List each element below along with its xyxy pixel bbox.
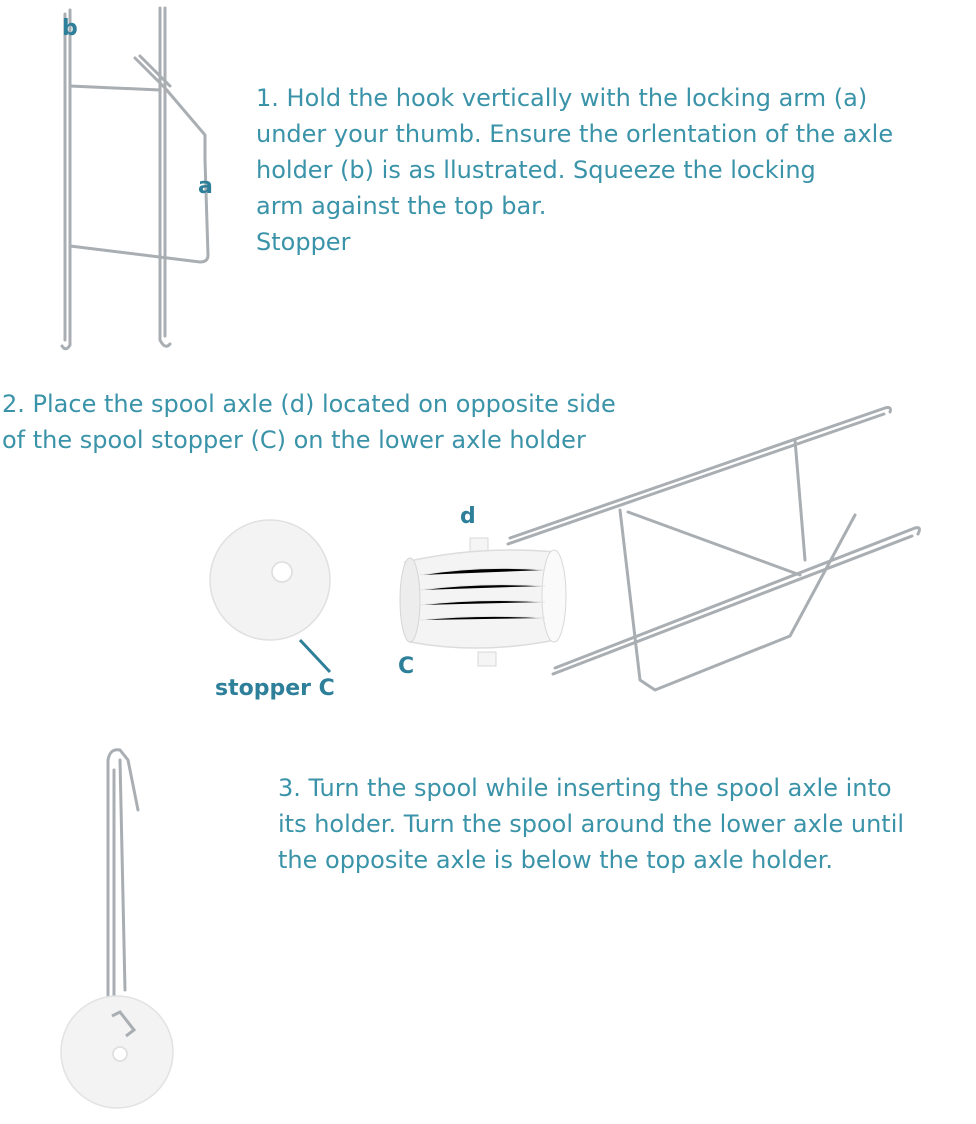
label-b: b <box>62 16 78 41</box>
label-c: C <box>398 654 415 679</box>
step1-line-2: under your thumb. Ensure the orlentation of the axle <box>256 120 894 148</box>
step1-line-3: holder (b) is as llustrated. Squeeze the locking <box>256 156 816 184</box>
step1-line-4: arm against the top bar. <box>256 192 547 220</box>
label-a: a <box>198 174 213 199</box>
label-stopper-c: stopper C <box>215 676 335 701</box>
step3-line-2: its holder. Turn the spool around the lower axle until <box>278 810 905 838</box>
step3-line-3: the opposite axle is below the top axle holder. <box>278 846 834 874</box>
step2-line-2: of the spool stopper (C) on the lower axle holder <box>2 426 586 454</box>
step3-instructions <box>278 770 976 878</box>
step3-line-1: 3. Turn the spool while inserting the spool axle into <box>278 774 892 802</box>
label-d: d <box>460 504 476 529</box>
step2-line-1: 2. Place the spool axle (d) located on opposite side <box>2 390 616 418</box>
step1-line-1: 1. Hold the hook vertically with the locking arm (a) <box>256 84 868 112</box>
step1-line-5: Stopper <box>256 228 351 256</box>
step3-disk <box>61 996 173 1108</box>
